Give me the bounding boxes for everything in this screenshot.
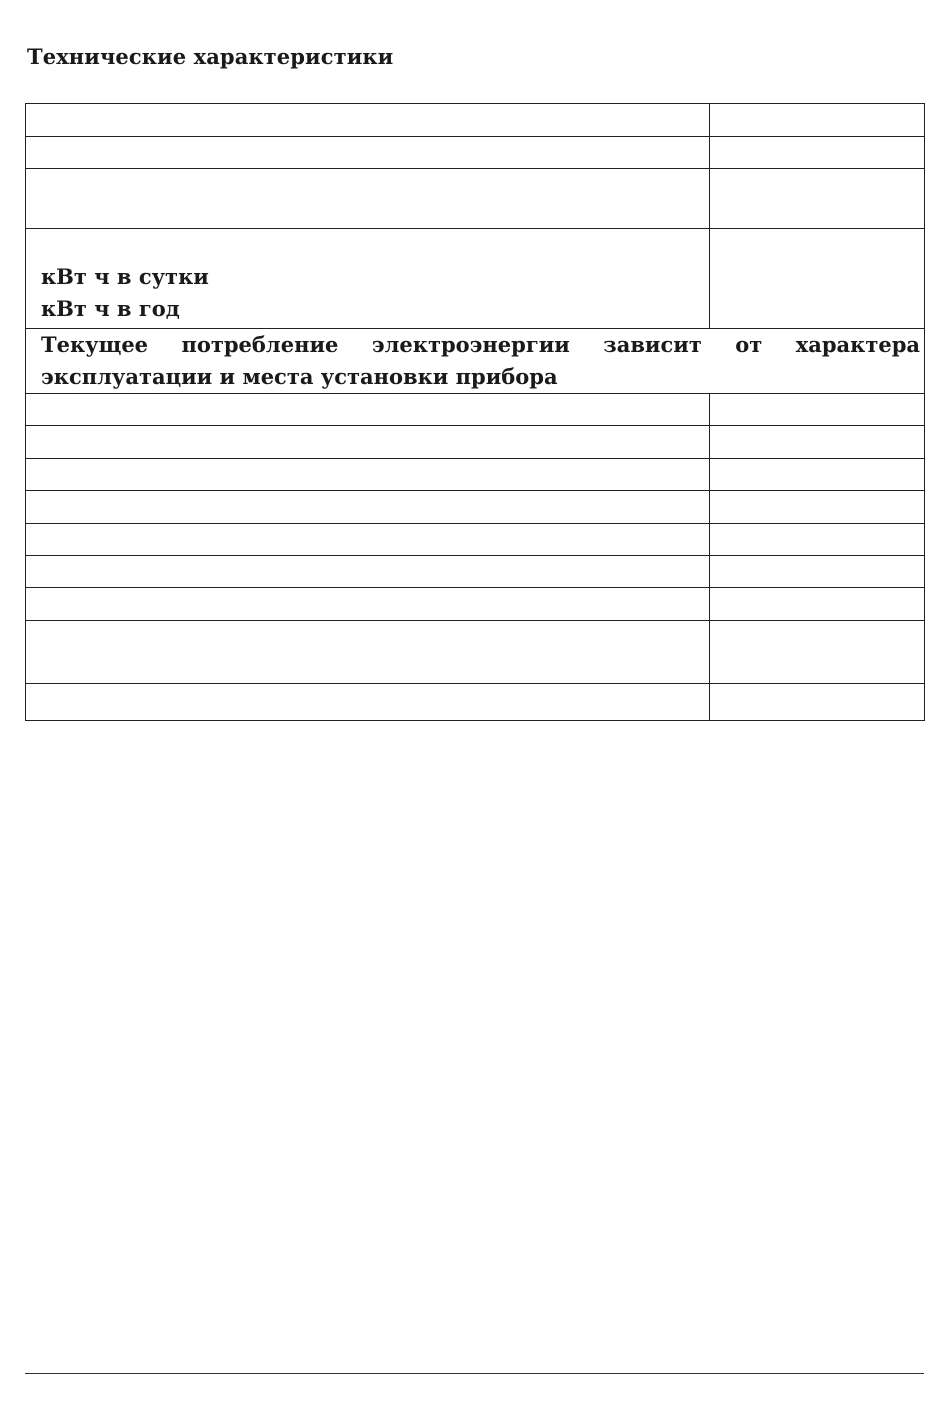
table-row [26, 556, 925, 588]
table-row [26, 524, 925, 556]
table-row [26, 588, 925, 621]
table-row [26, 621, 925, 684]
consumption-note-row [26, 329, 925, 394]
spec-value-cell [710, 394, 925, 426]
table-row [26, 491, 925, 524]
energy-consumption-label-cell [26, 229, 710, 329]
spec-value-cell [710, 524, 925, 556]
spec-value-cell [710, 621, 925, 684]
consumption-note-cell [26, 329, 925, 394]
spec-label-cell [26, 684, 710, 721]
page-title: Технические характеристики [27, 44, 394, 69]
spec-label-cell [26, 137, 710, 169]
table-row [26, 684, 925, 721]
consumption-note: Текущее потребление электроэнергии зависит от характера эксплуатации и места установки прибора [41, 332, 920, 389]
table-row [26, 169, 925, 229]
specifications-table [25, 103, 925, 721]
spec-label-cell [26, 491, 710, 524]
table-row [26, 104, 925, 137]
spec-value-cell [710, 104, 925, 137]
table-row [26, 426, 925, 459]
table-row [26, 459, 925, 491]
spec-value-cell [710, 137, 925, 169]
spec-label-cell [26, 588, 710, 621]
spec-label-cell [26, 621, 710, 684]
spec-label-cell [26, 169, 710, 229]
spec-label-cell [26, 524, 710, 556]
spec-value-cell [710, 684, 925, 721]
energy-per-day-label: кВт ч в сутки [41, 264, 209, 289]
energy-consumption-value-cell [710, 229, 925, 329]
spec-value-cell [710, 556, 925, 588]
spec-value-cell [710, 426, 925, 459]
spec-value-cell [710, 169, 925, 229]
spec-label-cell [26, 104, 710, 137]
spec-label-cell [26, 459, 710, 491]
spec-label-cell [26, 394, 710, 426]
spec-value-cell [710, 491, 925, 524]
spec-label-cell [26, 556, 710, 588]
spec-value-cell [710, 459, 925, 491]
spec-label-cell [26, 426, 710, 459]
table-row [26, 137, 925, 169]
table-row [26, 394, 925, 426]
footer-divider [25, 1373, 924, 1374]
spec-value-cell [710, 588, 925, 621]
energy-per-year-label: кВт ч в год [41, 296, 180, 321]
energy-consumption-row [26, 229, 925, 329]
